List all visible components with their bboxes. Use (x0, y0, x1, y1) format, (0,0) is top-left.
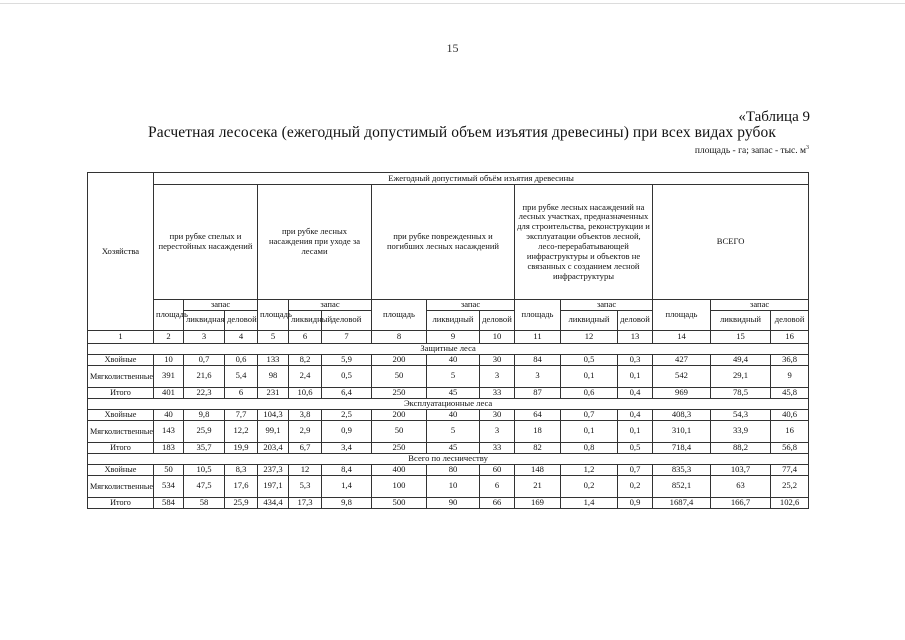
row-label: Мягколиственные (88, 475, 154, 497)
table-cell: 0,4 (618, 387, 653, 398)
table-cell: 10 (427, 475, 480, 497)
table-cell: 6 (225, 387, 258, 398)
header-business-mature: деловой (225, 310, 258, 330)
table-cell: 10,6 (289, 387, 322, 398)
table-cell: 1,4 (561, 497, 618, 508)
table-cell: 237,3 (258, 464, 289, 475)
column-number: 13 (618, 330, 653, 343)
header-liquid-mature: ликвидная (184, 310, 225, 330)
table-cell: 0,8 (561, 442, 618, 453)
header-annual: Ежегодный допустимый объём изъятия древесины (154, 173, 809, 185)
table-cell: 25,9 (225, 497, 258, 508)
document-title: Расчетная лесосека (ежегодный допустимый объем изъятия древесины) при всех видах рубок (148, 124, 777, 141)
table-cell: 2,4 (289, 365, 322, 387)
header-business-damaged: деловой (480, 310, 515, 330)
section-row (88, 343, 809, 354)
table-cell: 7,7 (225, 409, 258, 420)
table-cell: 0,2 (618, 475, 653, 497)
column-number: 3 (184, 330, 225, 343)
table-cell: 50 (372, 420, 427, 442)
table-row (88, 442, 809, 453)
table-cell: 103,7 (711, 464, 771, 475)
table-cell: 6,7 (289, 442, 322, 453)
header-area-care: площадь (258, 300, 289, 331)
column-number: 10 (480, 330, 515, 343)
row-label: Мягколиственные (88, 365, 154, 387)
row-label: Хвойные (88, 409, 154, 420)
row-label: Хвойные (88, 354, 154, 365)
table-cell: 84 (515, 354, 561, 365)
table-cell: 50 (372, 365, 427, 387)
header-farms: Хозяйства (88, 173, 154, 331)
header-liquid-damaged: ликвидный (427, 310, 480, 330)
table-cell: 1,4 (322, 475, 372, 497)
table-cell: 63 (711, 475, 771, 497)
table-row (88, 409, 809, 420)
table-cell: 12,2 (225, 420, 258, 442)
table-cell: 250 (372, 442, 427, 453)
column-number: 8 (372, 330, 427, 343)
table-row (88, 475, 809, 497)
header-area-infrastructure: площадь (515, 300, 561, 331)
header-stock-damaged: запас (427, 300, 515, 311)
table-cell: 80 (427, 464, 480, 475)
table-cell: 143 (154, 420, 184, 442)
section-row (88, 453, 809, 464)
section-title: Эксплуатационные леса (88, 398, 809, 409)
header-group-total: ВСЕГО (653, 185, 809, 300)
table-cell: 427 (653, 354, 711, 365)
table-cell: 9,8 (322, 497, 372, 508)
table-cell: 78,5 (711, 387, 771, 398)
table-cell: 104,3 (258, 409, 289, 420)
table-cell: 0,1 (561, 420, 618, 442)
table-row (88, 365, 809, 387)
table-cell: 3 (480, 420, 515, 442)
table-cell: 166,7 (711, 497, 771, 508)
units-text: площадь - га; запас - тыс. м (694, 146, 806, 157)
table-cell: 66 (480, 497, 515, 508)
table-cell: 3,8 (289, 409, 322, 420)
header-group-care: при рубке лесных насаждения при уходе за лесами (258, 185, 372, 300)
table-cell: 40 (154, 409, 184, 420)
header-liquid-care: ликвидный (289, 310, 322, 330)
table-cell: 434,4 (258, 497, 289, 508)
header-stock-care: запас (289, 300, 372, 311)
column-number: 9 (427, 330, 480, 343)
table-cell: 99,1 (258, 420, 289, 442)
units-note (695, 145, 809, 156)
header-area-total: площадь (653, 300, 711, 331)
table-cell: 30 (480, 409, 515, 420)
table-row (88, 497, 809, 508)
table-cell: 852,1 (653, 475, 711, 497)
table-cell: 0,1 (561, 365, 618, 387)
table-cell: 3 (515, 365, 561, 387)
table-cell: 148 (515, 464, 561, 475)
table-cell: 8,4 (322, 464, 372, 475)
table-cell: 3 (480, 365, 515, 387)
header-group-damaged: при рубке поврежденных и погибших лесных насаждений (372, 185, 515, 300)
row-label: Итого (88, 387, 154, 398)
table-cell: 45 (427, 387, 480, 398)
table-cell: 30 (480, 354, 515, 365)
column-number: 12 (561, 330, 618, 343)
table-cell: 200 (372, 354, 427, 365)
table-cell: 835,3 (653, 464, 711, 475)
header-business-infrastructure: деловой (618, 310, 653, 330)
table-cell: 1,2 (561, 464, 618, 475)
table-cell: 35,7 (184, 442, 225, 453)
table-cell: 18 (515, 420, 561, 442)
header-liquid-total: ликвидный (711, 310, 771, 330)
table-cell: 969 (653, 387, 711, 398)
table-cell: 56,8 (771, 442, 809, 453)
table-cell: 60 (480, 464, 515, 475)
table-row (88, 420, 809, 442)
table-cell: 16 (771, 420, 809, 442)
table-cell: 45 (427, 442, 480, 453)
table-cell: 36,8 (771, 354, 809, 365)
table-cell: 21,6 (184, 365, 225, 387)
table-cell: 98 (258, 365, 289, 387)
column-number: 7 (322, 330, 372, 343)
table-cell: 197,1 (258, 475, 289, 497)
table-cell: 0,5 (618, 442, 653, 453)
table-cell: 64 (515, 409, 561, 420)
table-row (88, 464, 809, 475)
table-cell: 5,9 (322, 354, 372, 365)
table-cell: 58 (184, 497, 225, 508)
units-superscript: 3 (806, 145, 809, 151)
table-cell: 10,5 (184, 464, 225, 475)
table-cell: 584 (154, 497, 184, 508)
table-cell: 9,8 (184, 409, 225, 420)
table-cell: 200 (372, 409, 427, 420)
table-cell: 88,2 (711, 442, 771, 453)
table-cell: 0,3 (618, 354, 653, 365)
column-number: 2 (154, 330, 184, 343)
table-cell: 3,4 (322, 442, 372, 453)
header-stock-total: запас (711, 300, 809, 311)
table-number: «Таблица 9 (738, 109, 810, 125)
table-cell: 5,3 (289, 475, 322, 497)
table-cell: 33 (480, 387, 515, 398)
table-cell: 0,7 (561, 409, 618, 420)
column-number: 15 (711, 330, 771, 343)
header-business-care: деловой (322, 310, 372, 330)
table-cell: 82 (515, 442, 561, 453)
section-title: Защитные леса (88, 343, 809, 354)
table-cell: 49,4 (711, 354, 771, 365)
section-row (88, 398, 809, 409)
table-cell: 45,8 (771, 387, 809, 398)
table-cell: 0,4 (618, 409, 653, 420)
table-cell: 29,1 (711, 365, 771, 387)
table-cell: 203,4 (258, 442, 289, 453)
table-cell: 0,1 (618, 365, 653, 387)
table-cell: 5 (427, 365, 480, 387)
table-cell: 10 (154, 354, 184, 365)
row-label: Мягколиственные (88, 420, 154, 442)
table-cell: 0,6 (225, 354, 258, 365)
row-label: Хвойные (88, 464, 154, 475)
column-number: 14 (653, 330, 711, 343)
table-cell: 310,1 (653, 420, 711, 442)
table-cell: 5,4 (225, 365, 258, 387)
table-cell: 12 (289, 464, 322, 475)
column-number: 5 (258, 330, 289, 343)
table-cell: 2,5 (322, 409, 372, 420)
table-body (88, 343, 809, 508)
header-stock-infrastructure: запас (561, 300, 653, 311)
column-number: 4 (225, 330, 258, 343)
row-label: Итого (88, 497, 154, 508)
table-row (88, 387, 809, 398)
table-cell: 87 (515, 387, 561, 398)
table-cell: 133 (258, 354, 289, 365)
table-cell: 77,4 (771, 464, 809, 475)
table-cell: 0,9 (618, 497, 653, 508)
table-cell: 19,9 (225, 442, 258, 453)
table-cell: 169 (515, 497, 561, 508)
header-area-damaged: площадь (372, 300, 427, 331)
column-number: 1 (88, 330, 154, 343)
table-cell: 17,3 (289, 497, 322, 508)
table-cell: 25,2 (771, 475, 809, 497)
table-cell: 90 (427, 497, 480, 508)
table-cell: 250 (372, 387, 427, 398)
table-cell: 0,2 (561, 475, 618, 497)
table-cell: 0,6 (561, 387, 618, 398)
table-cell: 391 (154, 365, 184, 387)
table-cell: 0,9 (322, 420, 372, 442)
header-group-infrastructure: при рубке лесных насаждений на лесных участках, предназначенных для строительства, реконструкции и эксплуатации объектов лесной, лесо-перерабатывающей инфраструктуры и объектов не связанных с созданием лесной инфраструктуры (515, 185, 653, 300)
column-number: 6 (289, 330, 322, 343)
header-business-total: деловой (771, 310, 809, 330)
column-number: 11 (515, 330, 561, 343)
header-stock-mature: запас (184, 300, 258, 311)
table-cell: 54,3 (711, 409, 771, 420)
table-cell: 102,6 (771, 497, 809, 508)
column-numbers-row (88, 330, 809, 343)
table-cell: 0,5 (322, 365, 372, 387)
header-group-mature: при рубке спелых и перестойных насаждений (154, 185, 258, 300)
table-cell: 534 (154, 475, 184, 497)
table-cell: 8,2 (289, 354, 322, 365)
page-top-border (0, 3, 905, 4)
table-cell: 718,4 (653, 442, 711, 453)
table-cell: 47,5 (184, 475, 225, 497)
page-number: 15 (446, 41, 459, 55)
table-cell: 400 (372, 464, 427, 475)
table-cell: 500 (372, 497, 427, 508)
table-cell: 100 (372, 475, 427, 497)
table-cell: 50 (154, 464, 184, 475)
table-cell: 231 (258, 387, 289, 398)
table-cell: 40,6 (771, 409, 809, 420)
table-cell: 33,9 (711, 420, 771, 442)
row-label: Итого (88, 442, 154, 453)
table-cell: 17,6 (225, 475, 258, 497)
header-area-mature: площадь (154, 300, 184, 331)
table-cell: 5 (427, 420, 480, 442)
table-cell: 542 (653, 365, 711, 387)
felling-table (87, 172, 809, 509)
section-title: Всего по лесничеству (88, 453, 809, 464)
table-cell: 2,9 (289, 420, 322, 442)
table-cell: 1687,4 (653, 497, 711, 508)
table-cell: 6 (480, 475, 515, 497)
table-cell: 0,5 (561, 354, 618, 365)
table-cell: 25,9 (184, 420, 225, 442)
table-cell: 0,1 (618, 420, 653, 442)
table-cell: 40 (427, 354, 480, 365)
column-number: 16 (771, 330, 809, 343)
table-cell: 33 (480, 442, 515, 453)
header-liquid-infrastructure: ликвидный (561, 310, 618, 330)
table-cell: 6,4 (322, 387, 372, 398)
table-cell: 9 (771, 365, 809, 387)
table-cell: 408,3 (653, 409, 711, 420)
table-cell: 21 (515, 475, 561, 497)
table-cell: 22,3 (184, 387, 225, 398)
table-row (88, 354, 809, 365)
table-cell: 8,3 (225, 464, 258, 475)
table-cell: 40 (427, 409, 480, 420)
table-cell: 183 (154, 442, 184, 453)
table-cell: 0,7 (184, 354, 225, 365)
table-cell: 0,7 (618, 464, 653, 475)
table-cell: 401 (154, 387, 184, 398)
